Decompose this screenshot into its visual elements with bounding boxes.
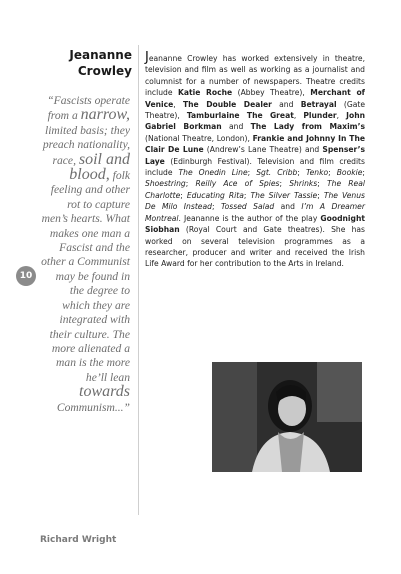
bio-italic-title: The Venus De Milo Instead — [145, 190, 365, 212]
bio-text-run: ; — [328, 168, 337, 178]
bio-text-run: . Jeananne is the author of the play — [178, 213, 321, 223]
bio-text-run: ; — [317, 190, 324, 200]
bio-text-run: ; — [317, 179, 327, 189]
bio-italic-title: The Silver Tassie — [250, 190, 318, 200]
quote-part-1: “Fascists operate from a — [47, 94, 130, 123]
bio-italic-title: Reilly Ace of Spies — [195, 179, 280, 189]
page-number-badge: 10 — [16, 266, 36, 286]
quote-part-2: limited basis; they preach nationality, race, — [42, 123, 130, 167]
quote-emphasis-2: soil and blood, — [69, 150, 130, 184]
quote-part-4: Communism...” — [56, 400, 130, 414]
bio-text-run: ; — [279, 179, 290, 189]
bio-bold-title: Katie Roche — [177, 88, 233, 98]
bio-text-run: ; — [297, 168, 306, 178]
bio-bold-title: John Gabriel Borkman — [145, 111, 366, 132]
bio-italic-title: Bookie — [336, 168, 363, 178]
bio-text-run: , — [173, 99, 183, 109]
bio-text-run: (Andrew’s Lane Theatre) and — [203, 145, 323, 155]
bio-bold-title: Plunder — [303, 111, 337, 121]
heading-line-2: Crowley — [77, 64, 132, 78]
bio-text-run: , — [293, 111, 304, 121]
portrait-photo-image — [212, 362, 362, 472]
bio-italic-title: Educating Rita — [186, 190, 244, 200]
quote-emphasis-1: narrow, — [80, 106, 130, 124]
bio-text-run: ; — [185, 179, 196, 189]
bio-bold-title: Betrayal — [300, 99, 337, 109]
bio-text-run: (Edinburgh Festival). Television and film credits include — [145, 156, 365, 178]
bio-text-run: ; — [243, 190, 251, 200]
bio-text-run: , — [336, 111, 347, 121]
person-name-heading — [40, 47, 132, 79]
bio-bold-title: Merchant of Venice — [145, 88, 365, 109]
bio-italic-title: Shrinks — [289, 179, 318, 189]
bio-text-run: ; — [247, 168, 257, 178]
bio-italic-title: Tossed Salad — [220, 202, 275, 212]
bio-text-run: (Gate Theatre), — [145, 99, 366, 121]
quote-part-3: folk feeling and other rot to capture men’s hearts. What makes one man a Fascist and the other a Communist may be found in the degree to which they are integrated with their culture. The more alienated a man is the more he’ll lean — [41, 169, 130, 384]
bio-bold-title: Tamburlaine The Great — [186, 111, 294, 121]
bio-italic-title: The Onedin Line — [178, 168, 248, 178]
bio-text-run: (National Theatre, London), — [145, 133, 253, 143]
bio-text-run: and — [274, 202, 302, 212]
bio-drop-cap: J — [145, 50, 149, 65]
column-divider — [138, 45, 139, 515]
bio-bold-title: Goodnight Siobhan — [145, 213, 365, 235]
quote-attribution: Richard Wright — [40, 535, 117, 545]
bio-text-run: and — [221, 122, 251, 132]
bio-bold-title: Spenser’s Laye — [145, 145, 365, 166]
bio-italic-title: I’m A Dreamer Montreal — [145, 202, 365, 223]
bio-text-run: ; — [180, 190, 187, 200]
biography-text — [145, 52, 365, 270]
bio-italic-title: The Real Charlotte — [145, 179, 365, 200]
bio-bold-title: Frankie and Johnny In The Clair De Lune — [145, 133, 365, 155]
bio-italic-title: Shoestring — [145, 179, 186, 189]
pull-quote — [40, 94, 130, 415]
bio-bold-title: The Double Dealer — [182, 99, 272, 109]
bio-italic-title: Tenko — [305, 168, 329, 178]
bio-text-run: and — [271, 99, 301, 109]
bio-text-run: ; — [362, 168, 365, 178]
bio-text-run: eananne Crowley has worked extensively in theatre, television and film as well as working as a journalist and columnist for a number of newspapers. Theatre credits include — [145, 54, 365, 98]
bio-text-run: (Royal Court and Gate theatres). She has worked on several television programmes as a researcher, producer and writer and received the Irish Life Award for her contribution to the Arts in Ireland. — [145, 225, 365, 269]
portrait-photo — [212, 362, 362, 472]
heading-line-1: Jeananne — [69, 48, 132, 62]
bio-bold-title: The Lady from Maxim’s — [250, 122, 365, 132]
quote-emphasis-3: towards — [79, 383, 130, 401]
bio-text-run: ; — [211, 202, 221, 212]
bio-italic-title: Sgt. Cribb — [256, 168, 298, 178]
bio-text-run: (Abbey Theatre), — [232, 88, 311, 98]
